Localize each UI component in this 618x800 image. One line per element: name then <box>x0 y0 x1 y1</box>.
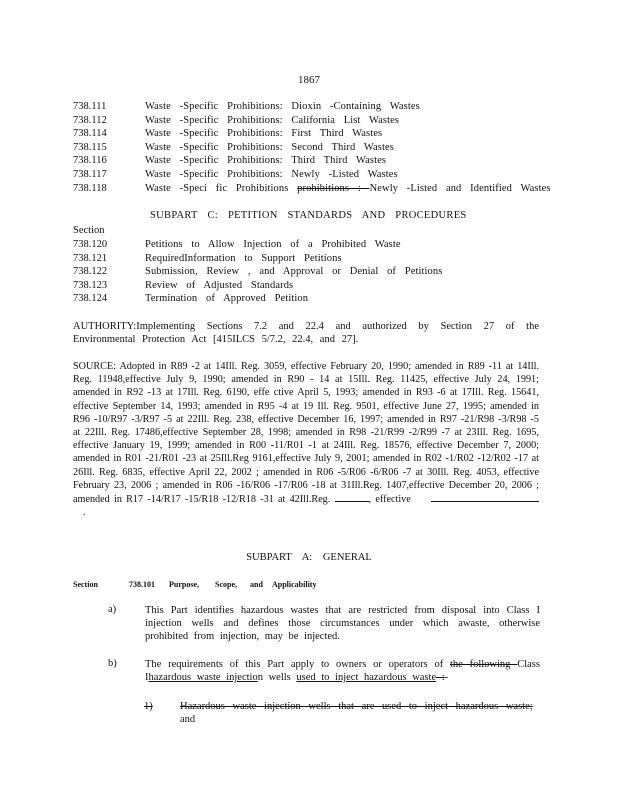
item-text: n wells <box>257 672 297 683</box>
toc-title <box>145 182 551 196</box>
toc-title: Waste -Specific Prohibitions: Dioxin -Containing Wastes <box>145 101 420 112</box>
toc-number: 738.115 <box>73 141 107 153</box>
inserted-text: hazardous waste injectio <box>148 672 258 683</box>
subpart-c-heading: SUBPART C: PETITION STANDARDS AND PROCEDURES <box>150 210 467 221</box>
section-number: 738.101 <box>129 580 155 589</box>
authority-note: AUTHORITY:Implementing Sections 7.2 and 22.4 and authorized by Section 27 of the Environmental Protection Act [415ILCS 5/7.2, 22.4, and 27]. <box>73 321 539 345</box>
section-738-101-heading <box>73 580 316 589</box>
item-b-1 <box>144 700 540 726</box>
toc-title: Petitions to Allow Injection of a Prohibited Waste <box>145 239 401 250</box>
toc-number: 738.118 <box>73 182 107 194</box>
toc-row-738-112 <box>73 114 553 128</box>
struck-text: : <box>436 672 445 683</box>
toc-number: 738.117 <box>73 168 107 180</box>
toc-title: Waste -Specific Prohibitions: First Third Wastes <box>145 128 383 140</box>
source-text: SOURCE: Adopted in R89 -2 at 14Ill. Reg. 3059, effective February 20, 1990; amended in R89 -11 at 14Ill. Reg. 11948,effective July 9, 1990; amended in R90 - 14 at 15Ill. Reg. 11425, effective July 24, 1991; amended in R92 -13 at 17Ill. Reg. 6190, effe ctive April 5, 1993; amended in R93 -6 at 17Ill. Reg. 15641, effective September 14, 1993; amended in R95 -4 at 19 Ill. Reg. 9501, effective June 27, 1995; amended in R96 -10/R97 -3/R97 -5 at 22Ill. Reg. 238, effective December 16, 1997; amended in R97 -21/R98 -3/R98 -5 at 22Ill. Reg. 17486,effective September 28, 1998; amended in R98 -21/R99 -2/R99 -7 at 23Ill. Reg. 1695, effective January 19, 1999; amended in R00 -11/R01 -1 at 24Ill. Reg. 18576, effective December 7, 2000; amended in R01 -21/R01 -23 at 25Ill.Reg 9161,effective July 9, 2001; amended in R02 -1/R02 -12/R02 -17 at 26Ill. Reg. 6835, effective April 22, 2002 ; amended in R06 -5/R06 -6/R06 -7 at 30Ill. Reg. 4053, effective February 23, 2006 ; amended in R06 -16/R06 -17/R06 -18 at 31Ill.Reg. 1407,effective December 20, 2006 ; amended in R17 -14/R17 -15/R18 -12/R18 -31 at 42Ill.Reg. <box>73 361 539 506</box>
section-title-word: and <box>250 580 263 589</box>
section-title-word: Applicability <box>272 580 317 589</box>
toc-number: 738.123 <box>73 279 108 291</box>
toc-number: 738.121 <box>73 252 108 264</box>
toc-row-738-117 <box>73 168 553 182</box>
toc-title-after: Newly -Listed and Identified Wastes <box>369 182 551 194</box>
toc-title-before: Waste -Speci fic Prohibitions <box>145 182 298 194</box>
toc-number: 738.111 <box>73 101 107 112</box>
toc-number: 738.120 <box>73 239 108 250</box>
toc-row-738-115 <box>73 141 553 155</box>
toc-title: Waste -Specific Prohibitions: Third Third Wastes <box>145 155 387 167</box>
item-text: - <box>444 672 449 683</box>
item-text: and <box>180 714 196 725</box>
subpart-a-heading: SUBPART A: GENERAL <box>246 552 372 563</box>
toc-row-738-118 <box>73 182 553 196</box>
table-of-contents-top <box>73 100 553 195</box>
toc-title: Submission, Review , and Approval or Denial of Petitions <box>145 266 443 278</box>
section-title-word: Scope, <box>215 580 237 589</box>
source-note <box>73 360 539 519</box>
struck-text: Hazardous waste injection wells that are used to inject hazardous waste; <box>180 701 533 712</box>
item-body <box>180 700 540 726</box>
blank-line <box>431 492 539 502</box>
toc-row-738-124 <box>73 292 553 306</box>
toc-number: 738.124 <box>73 293 108 305</box>
toc-title: Termination of Approved Petition <box>145 293 309 305</box>
section-label: Section <box>73 225 105 236</box>
struck-text: the following <box>449 659 518 670</box>
toc-title: RequiredInformation to Support Petitions <box>145 252 342 264</box>
toc-row-738-121 <box>73 252 553 266</box>
toc-row-738-120 <box>73 238 553 252</box>
toc-number: 738.116 <box>73 155 107 167</box>
table-of-contents-subpart-c <box>73 238 553 306</box>
source-period: . <box>83 507 86 519</box>
item-body: This Part identifies hazardous wastes that are restricted from disposal into Class I injection wells and defines those circumstances under which awaste, otherwise prohibited from injection, may be injected. <box>145 605 540 642</box>
item-label: a) <box>108 604 117 615</box>
item-text: The requirements of this Part apply to owners or operators of <box>145 659 450 670</box>
toc-row-738-116 <box>73 154 553 168</box>
item-text: Class I <box>145 659 540 683</box>
page-number: 1867 <box>298 74 320 86</box>
item-label: 1) <box>144 701 153 712</box>
toc-number: 738.122 <box>73 266 108 278</box>
toc-title: Waste -Specific Prohibitions: California List Wastes <box>145 114 400 126</box>
toc-row-738-111 <box>73 100 553 114</box>
toc-title: Review of Adjusted Standards <box>145 279 294 291</box>
toc-row-738-114 <box>73 127 553 141</box>
toc-number: 738.112 <box>73 114 107 126</box>
source-effective: effective <box>375 494 411 506</box>
toc-row-738-123 <box>73 279 553 293</box>
toc-title: Waste -Specific Prohibitions: Newly -Listed Wastes <box>145 168 398 180</box>
toc-title-struck: prohibitions : <box>297 182 370 194</box>
blank-line <box>335 492 369 502</box>
toc-number: 738.114 <box>73 128 107 140</box>
source-comma: , <box>368 494 372 506</box>
inserted-text: used to inject hazardous waste <box>296 672 437 683</box>
section-title-word: Purpose, <box>169 580 199 589</box>
toc-title: Waste -Specific Prohibitions: Second Third Wastes <box>145 141 394 153</box>
toc-row-738-122 <box>73 265 553 279</box>
item-label: b) <box>108 658 117 669</box>
section-word: Section <box>73 580 98 589</box>
item-body <box>145 658 540 684</box>
